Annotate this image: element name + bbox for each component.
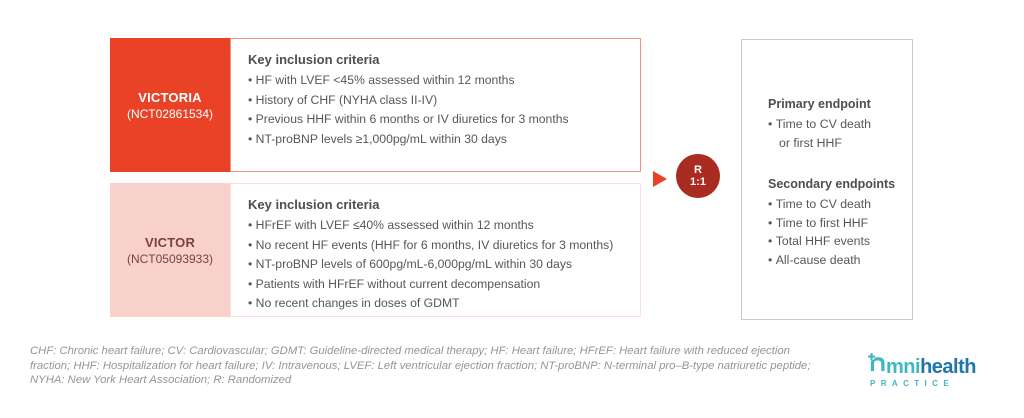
secondary-endpoints-title: Secondary endpoints <box>768 177 896 191</box>
trial-victoria-name: VICTORIA <box>138 89 202 105</box>
logo-text-omni: mni <box>886 356 921 378</box>
criteria-item: • NT-proBNP levels ≥1,000pg/mL within 30 days <box>248 130 632 150</box>
victor-criteria-title: Key inclusion criteria <box>248 197 380 212</box>
criteria-item: • HFrEF with LVEF ≤40% assessed within 12 months <box>248 216 632 236</box>
criteria-item: • Previous HHF within 6 months or IV diuretics for 3 months <box>248 110 632 130</box>
trial-victoria-nct: (NCT02861534) <box>126 106 214 121</box>
victoria-criteria-panel <box>230 38 641 172</box>
endpoint-item: • Time to CV death <box>768 195 902 214</box>
endpoint-item: • All-cause death <box>768 251 902 270</box>
victoria-criteria-list <box>248 71 632 149</box>
randomization-ratio: 1:1 <box>690 176 706 188</box>
criteria-item: • HF with LVEF <45% assessed within 12 months <box>248 71 632 91</box>
secondary-endpoint-list <box>768 195 902 269</box>
trial-victor-nct: (NCT05093933) <box>126 251 214 266</box>
endpoints-panel <box>741 39 913 320</box>
trial-victor-name: VICTOR <box>144 234 196 250</box>
trial-victor-label <box>110 183 230 317</box>
victor-criteria-panel <box>230 183 641 317</box>
primary-endpoint-list <box>768 115 902 152</box>
trial-victoria-label <box>110 38 230 172</box>
criteria-item: • Patients with HFrEF without current decompensation <box>248 275 632 295</box>
criteria-item: • No recent HF events (HHF for 6 months, IV diuretics for 3 months) <box>248 236 632 256</box>
endpoint-item: • Time to first HHF <box>768 214 902 233</box>
primary-endpoint-title: Primary endpoint <box>768 97 871 111</box>
criteria-item: • NT-proBNP levels of 600pg/mL-6,000pg/mL within 30 days <box>248 255 632 275</box>
arrow-right-icon <box>653 171 667 187</box>
randomization-badge <box>676 154 720 198</box>
victoria-criteria-title: Key inclusion criteria <box>248 52 380 67</box>
omnihealth-logo <box>867 350 989 388</box>
criteria-item: • No recent changes in doses of GDMT <box>248 294 632 314</box>
omnihealth-mark-icon <box>867 352 887 379</box>
criteria-item: • History of CHF (NYHA class II-IV) <box>248 91 632 111</box>
endpoint-item: • Total HHF events <box>768 232 902 251</box>
logo-text-health: health <box>920 356 976 378</box>
randomization-letter: R <box>694 163 702 176</box>
logo-tagline: PRACTICE <box>870 379 955 388</box>
abbreviations-footnote: CHF: Chronic heart failure; CV: Cardiovascular; GDMT: Guideline-directed medical therapy; HF: Heart failure; HFrEF: Heart failure with reduced ejection fraction; HHF: Hospitalization for heart failure; IV: Intravenous; LVEF: Left ventricular ejection fraction; NT-proBNP: N-terminal pro–B-type natriuretic peptide; NYHA: New York Heart Association; R: Randomized <box>30 345 811 387</box>
endpoint-item: • Time to CV death or first HHF <box>768 115 876 152</box>
victor-criteria-list <box>248 216 632 314</box>
